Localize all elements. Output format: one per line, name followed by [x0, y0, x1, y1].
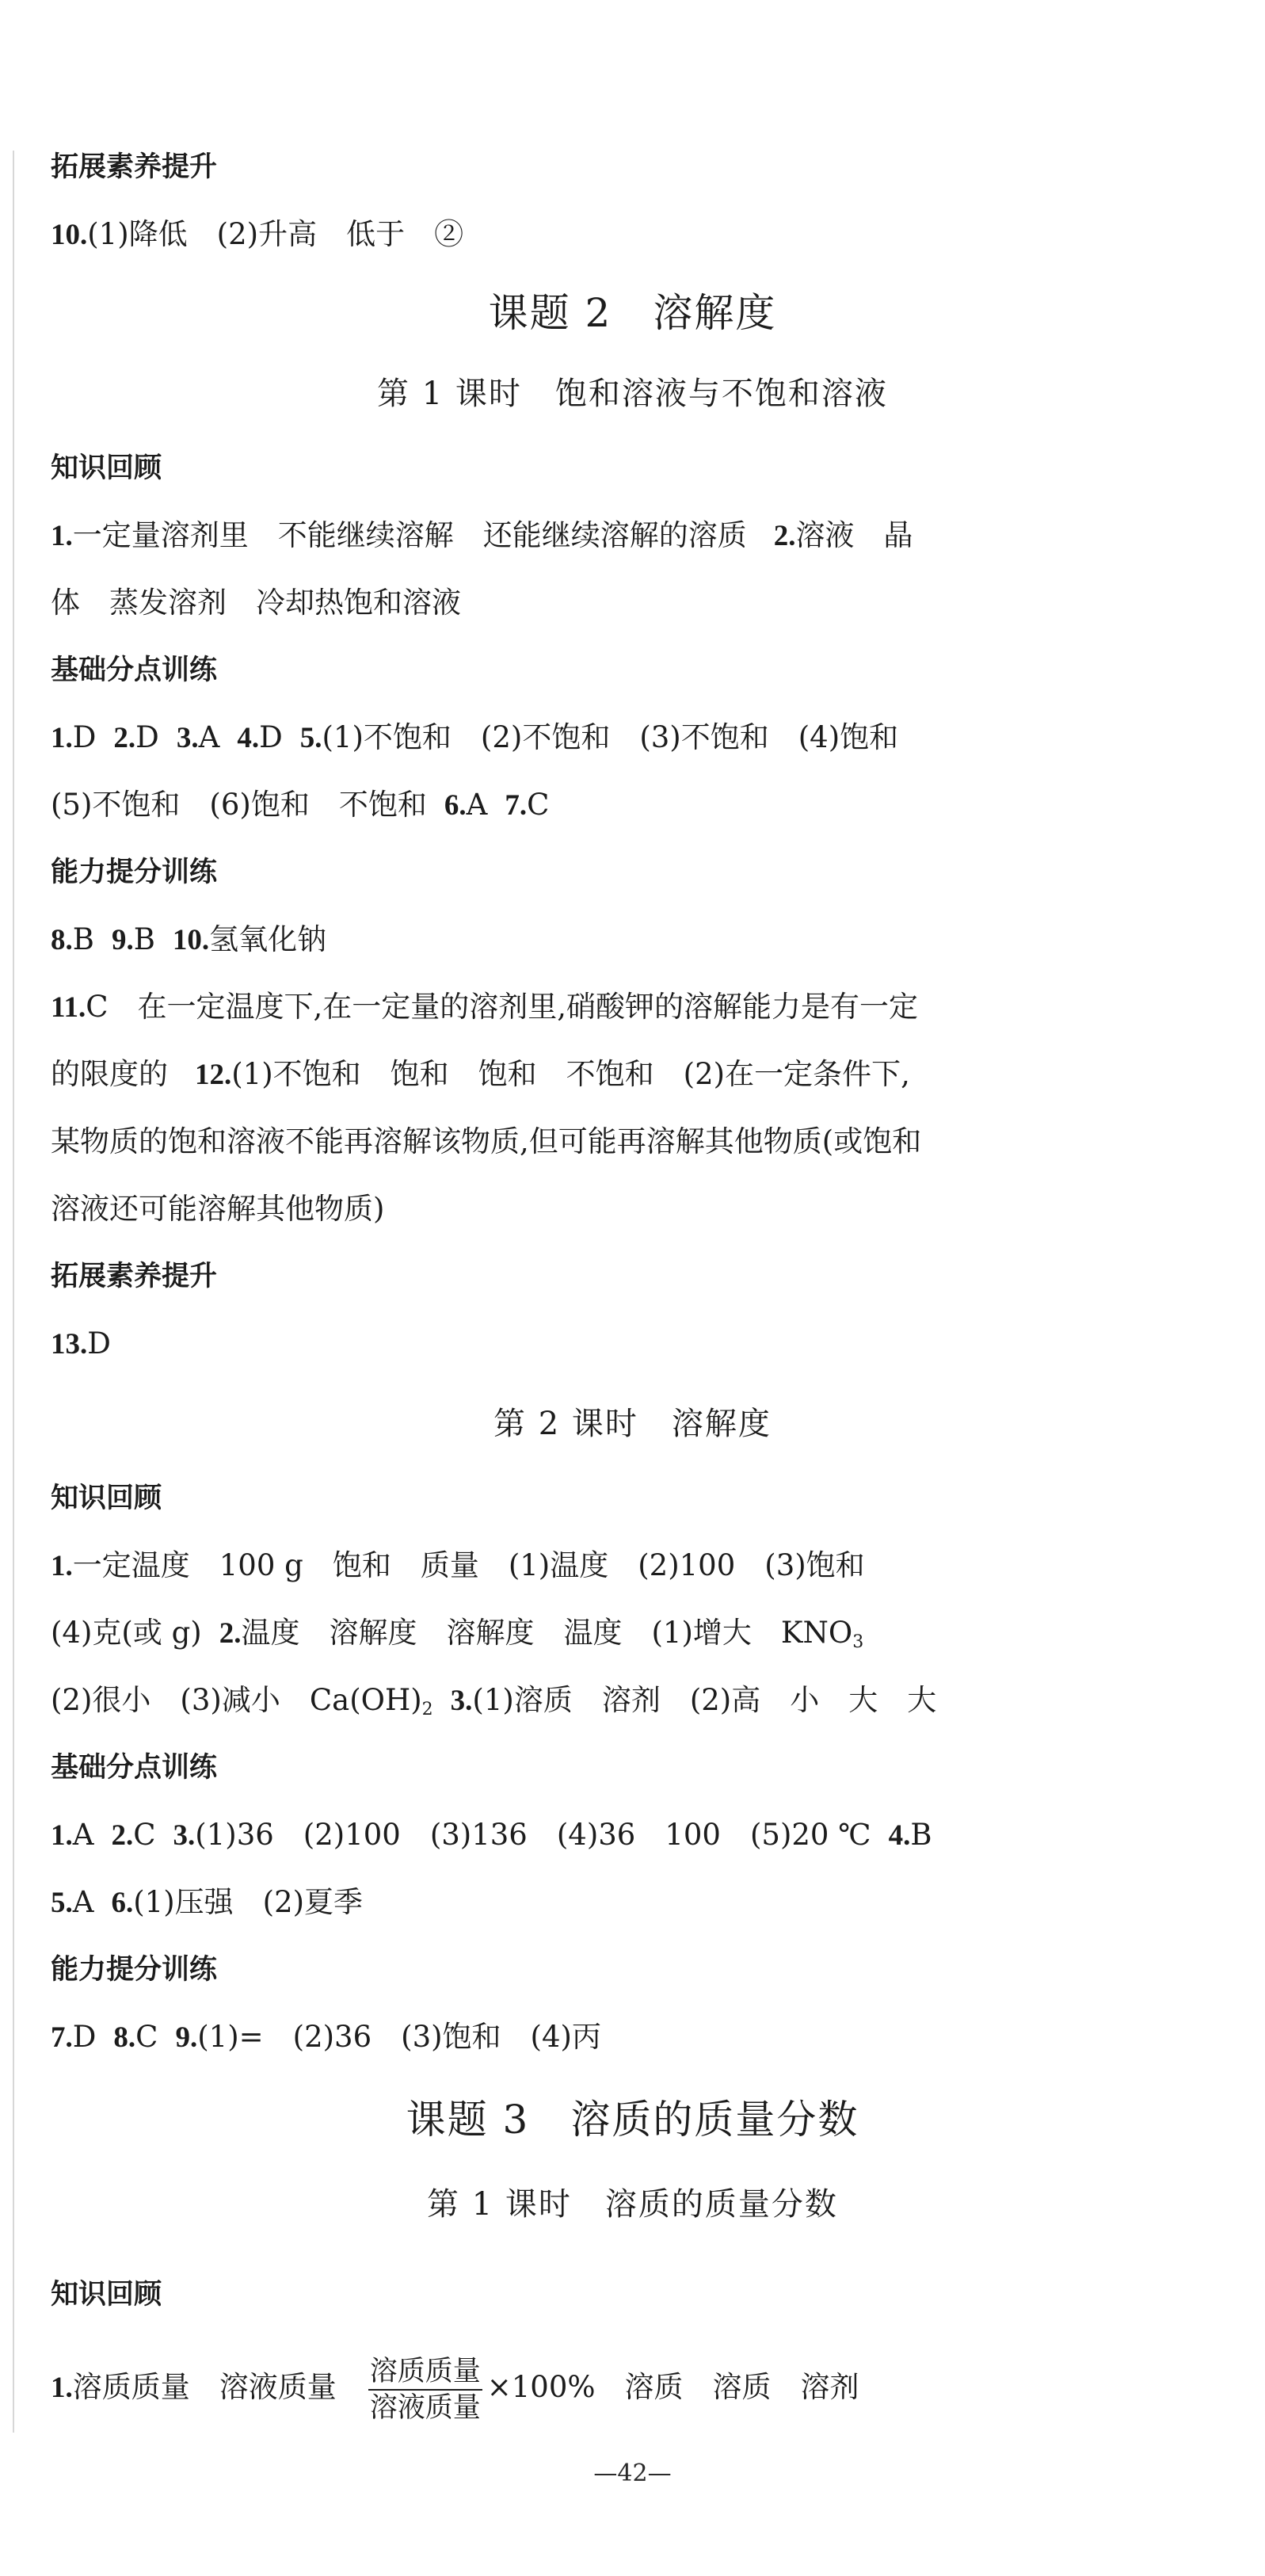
question-number: 6. — [111, 1887, 134, 1919]
answer-line-nl — [51, 2017, 1107, 2059]
question-number: 9. — [111, 924, 134, 956]
answer-line-13 — [51, 1323, 1107, 1365]
period-title-2-1: 第 1 课时 饱和溶液与不饱和溶液 — [377, 376, 888, 412]
answer-text: C — [135, 2020, 158, 2054]
answer-text: ×100% 溶质 溶质 溶剂 — [486, 2370, 859, 2404]
answer-text: 温度 溶解度 溶解度 温度 (1)增大 KNO — [241, 1616, 853, 1650]
answer-line-jb1 — [51, 1815, 1107, 1857]
section-heading-ability: 能力提分训练 — [51, 857, 218, 888]
question-number: 5. — [299, 722, 322, 754]
question-number: 2. — [219, 1617, 242, 1650]
section-heading-extension: 拓展素养提升 — [51, 151, 218, 183]
question-number: 1. — [51, 722, 73, 754]
question-number: 6. — [444, 789, 467, 822]
answer-text: B — [910, 1818, 932, 1852]
question-number: 2. — [111, 1819, 134, 1852]
fraction-denominator: 溶液质量 — [369, 2391, 481, 2424]
answer-text: C — [527, 788, 550, 822]
answer-text: D — [72, 720, 97, 754]
answer-text: 氢氧化钠 — [209, 922, 327, 956]
answer-text: A — [198, 720, 220, 754]
answer-text: 一定温度 100 g 饱和 质量 (1)温度 (2)100 (3)饱和 — [72, 1548, 865, 1582]
answer-line-12 — [51, 1054, 1107, 1096]
answer-text: (1)溶质 溶剂 (2)高 小 大 大 — [472, 1683, 937, 1717]
answer-text: 的限度的 — [51, 1057, 168, 1091]
answer-line-10 — [51, 214, 1107, 256]
answer-line-12-cont: 某物质的饱和溶液不能再溶解该物质,但可能再溶解其他物质(或饱和 — [51, 1124, 922, 1158]
answer-text: (4)克(或 g) — [51, 1616, 202, 1650]
question-number: 7. — [51, 2021, 73, 2054]
lesson-title-3: 课题 3 溶质的质量分数 — [406, 2097, 859, 2143]
question-number: 1. — [51, 1550, 73, 1582]
section-heading-basic: 基础分点训练 — [51, 654, 218, 686]
answer-text: (1)压强 (2)夏季 — [133, 1885, 364, 1919]
answer-text: B — [133, 922, 155, 956]
question-number: 13. — [51, 1328, 88, 1361]
answer-text: (2)很小 (3)减小 Ca(OH) — [51, 1683, 422, 1717]
lesson-title-2: 课题 2 溶解度 — [488, 290, 777, 336]
fraction — [368, 2354, 482, 2425]
answer-text: A — [72, 1885, 94, 1919]
answer-text: (5)不饱和 (6)饱和 不饱和 — [51, 788, 427, 822]
answer-text: C 在一定温度下,在一定量的溶剂里,硝酸钾的溶解能力是有一定 — [86, 990, 919, 1024]
question-number: 4. — [237, 722, 260, 754]
question-number: 2. — [113, 722, 136, 754]
answer-text: (1)降低 (2)升高 低于 ② — [87, 217, 464, 251]
answer-text: 溶质质量 溶液质量 — [72, 2370, 337, 2404]
period-title-2-2: 第 2 课时 溶解度 — [493, 1406, 772, 1442]
answer-text: D — [72, 2020, 97, 2054]
section-heading-review: 知识回顾 — [51, 2279, 162, 2311]
question-number: 10. — [51, 219, 88, 251]
section-heading-review: 知识回顾 — [51, 452, 162, 484]
answer-text: (1)36 (2)100 (3)136 (4)36 100 (5)20 ℃ — [195, 1818, 871, 1852]
question-number: 2. — [773, 520, 796, 552]
answer-text: 一定量溶剂里 不能继续溶解 还能继续溶解的溶质 — [72, 518, 747, 552]
answer-line-k1-cont: 体 蒸发溶剂 冷却热饱和溶液 — [51, 586, 461, 620]
answer-line-k1 — [51, 515, 1107, 557]
section-heading-extension: 拓展素养提升 — [51, 1261, 218, 1292]
answer-text: D — [87, 1326, 111, 1361]
answer-line-11 — [51, 987, 1107, 1028]
answer-text: C — [133, 1818, 156, 1852]
page-number: —42— — [593, 2460, 672, 2487]
question-number: 1. — [51, 1819, 73, 1852]
question-number: 3. — [450, 1685, 473, 1717]
question-number: 1. — [51, 520, 73, 552]
question-number: 3. — [173, 1819, 196, 1852]
answer-text: D — [135, 720, 159, 754]
period-title-3-1: 第 1 课时 溶质的质量分数 — [427, 2186, 838, 2223]
section-heading-ability: 能力提分训练 — [51, 1954, 218, 1986]
question-number: 8. — [113, 2021, 136, 2054]
answer-text: A — [466, 788, 488, 822]
answer-text: 溶液 晶 — [795, 518, 913, 552]
subscript: 3 — [852, 1632, 864, 1652]
answer-text: (1)不饱和 (2)不饱和 (3)不饱和 (4)饱和 — [322, 720, 899, 754]
answer-line-b2 — [51, 784, 1107, 826]
question-number: 5. — [51, 1887, 73, 1919]
answer-text: D — [259, 720, 283, 754]
answer-text: B — [72, 922, 94, 956]
answer-line-k2 — [51, 1545, 1107, 1587]
question-number: 9. — [175, 2021, 198, 2054]
question-number: 12. — [195, 1059, 232, 1091]
question-number: 10. — [172, 924, 210, 956]
answer-line-jb2 — [51, 1882, 1107, 1924]
question-number: 7. — [505, 789, 528, 822]
answer-line-n1 — [51, 919, 1107, 961]
question-number: 8. — [51, 924, 73, 956]
answer-text: A — [72, 1818, 94, 1852]
answer-text: (1)不饱和 饱和 饱和 不饱和 (2)在一定条件下, — [231, 1057, 910, 1091]
answer-line-12-end: 溶液还可能溶解其他物质) — [51, 1192, 385, 1226]
answer-line-k2-end — [51, 1680, 1107, 1731]
question-number: 1. — [51, 2372, 73, 2404]
question-number: 3. — [176, 722, 199, 754]
fraction-numerator: 溶质质量 — [368, 2354, 482, 2391]
answer-line-k3 — [51, 2349, 1107, 2426]
subscript: 2 — [421, 1700, 433, 1719]
section-heading-basic: 基础分点训练 — [51, 1752, 218, 1784]
answer-line-b1 — [51, 717, 1107, 759]
question-number: 4. — [888, 1819, 911, 1852]
answer-line-k2-cont — [51, 1612, 1107, 1663]
question-number: 11. — [51, 991, 86, 1024]
answer-text: (1)= (2)36 (3)饱和 (4)丙 — [197, 2020, 601, 2054]
section-heading-review: 知识回顾 — [51, 1483, 162, 1514]
